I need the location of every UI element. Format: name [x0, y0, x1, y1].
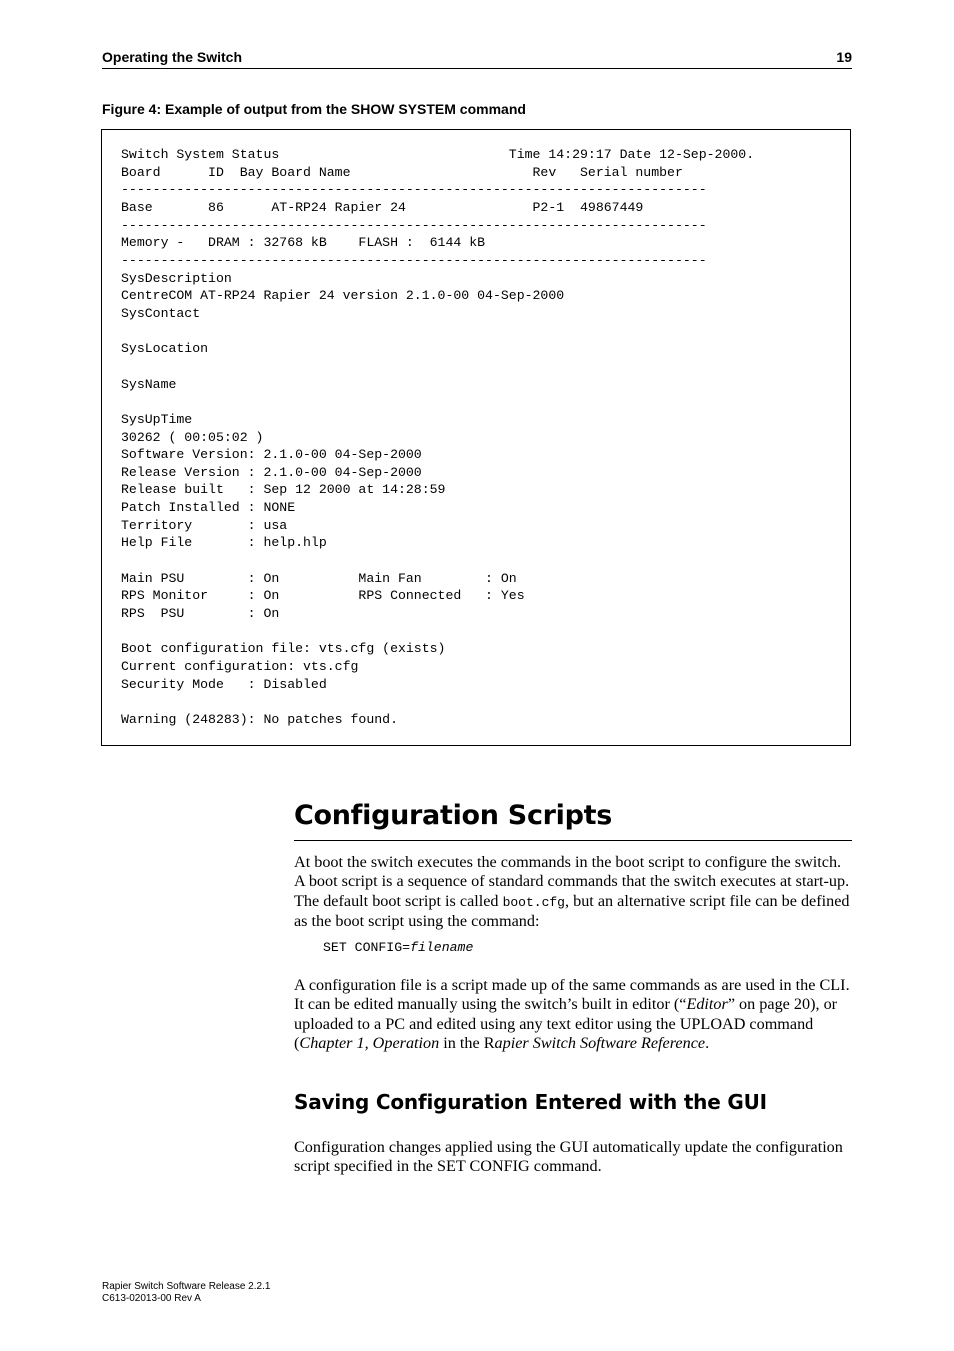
page-header	[102, 48, 852, 69]
text-run: in the R	[439, 1033, 495, 1052]
text-run: , but an alternative script file can be defined as the boot script using the command:	[294, 891, 850, 930]
figure-caption: Figure 4: Example of output from the SHOW SYSTEM command	[102, 101, 526, 117]
page-footer	[102, 1281, 270, 1305]
paragraph-boot-script	[294, 853, 854, 931]
section-heading-saving-configuration: Saving Configuration Entered with the GUI	[294, 1090, 767, 1114]
paragraph-configuration-file	[294, 976, 854, 1053]
inline-code-boot-cfg: boot.cfg	[502, 894, 565, 910]
command-argument: filename	[410, 940, 474, 955]
header-section-title: Operating the Switch	[102, 49, 243, 65]
italic-ref-editor: Editor	[686, 995, 728, 1014]
section-heading-configuration-scripts: Configuration Scripts	[294, 800, 852, 841]
footer-release: Rapier Switch Software Release 2.2.1	[102, 1281, 271, 1292]
page-number: 19	[836, 49, 852, 65]
text-run: At boot the switch executes the commands in the boot script to configure the switch. A boot script is a sequence of standard commands that the switch executes at start-up. The default boot script is called	[294, 853, 850, 910]
text-run: A configuration file is a script made up of the same commands as are used in the CLI. It can be edited manually using the switch’s built in editor (“	[294, 976, 850, 1014]
command-prefix: SET CONFIG=	[323, 940, 411, 955]
italic-ref-reference: apier Switch Software Reference	[494, 1033, 706, 1052]
footer-doc-number: C613-02013-00 Rev A	[102, 1293, 201, 1304]
paragraph-gui-configuration: Configuration changes applied using the GUI automatically update the configuration script specified in the SET CONFIG command.	[294, 1138, 843, 1176]
code-output-box	[101, 129, 851, 746]
italic-ref-chapter: Chapter 1, Operation	[299, 1033, 440, 1052]
command-example	[323, 940, 473, 955]
show-system-output: Switch System Status Time 14:29:17 Date 12-Sep-2000. Board ID Bay Board Name Rev Serial number -------------------------------------------------------------------------- Base 86 AT-RP24 Rapier 24 P2-1 49867449 -------------------------------------------------------------------------- Memory - DRAM : 32768 kB FLASH : 6144 kB -------------------------------------------------------------------------- SysDescription CentreCOM AT-RP24 Rapier 24 version 2.1.0-00 04-Sep-2000 SysContact SysLocation SysName SysUpTime 30262 ( 00:05:02 ) Software Version: 2.1.0-00 04-Sep-2000 Release Version : 2.1.0-00 04-Sep-2000 Release built : Sep 12 2000 at 14:28:59 Patch Installed : NONE Territory : usa Help File : help.hlp Main PSU : On Main Fan : On RPS Monitor : On RPS Connected : Yes RPS PSU : On Boot configuration file: vts.cfg (exists) Current configuration: vts.cfg Security Mode : Disabled Warning (248283): No patches found.	[121, 147, 755, 727]
text-run: .	[705, 1033, 710, 1052]
text-run: ” on page 20), or uploaded to a PC and edited using any text editor using the UPLOAD command (	[294, 995, 838, 1052]
